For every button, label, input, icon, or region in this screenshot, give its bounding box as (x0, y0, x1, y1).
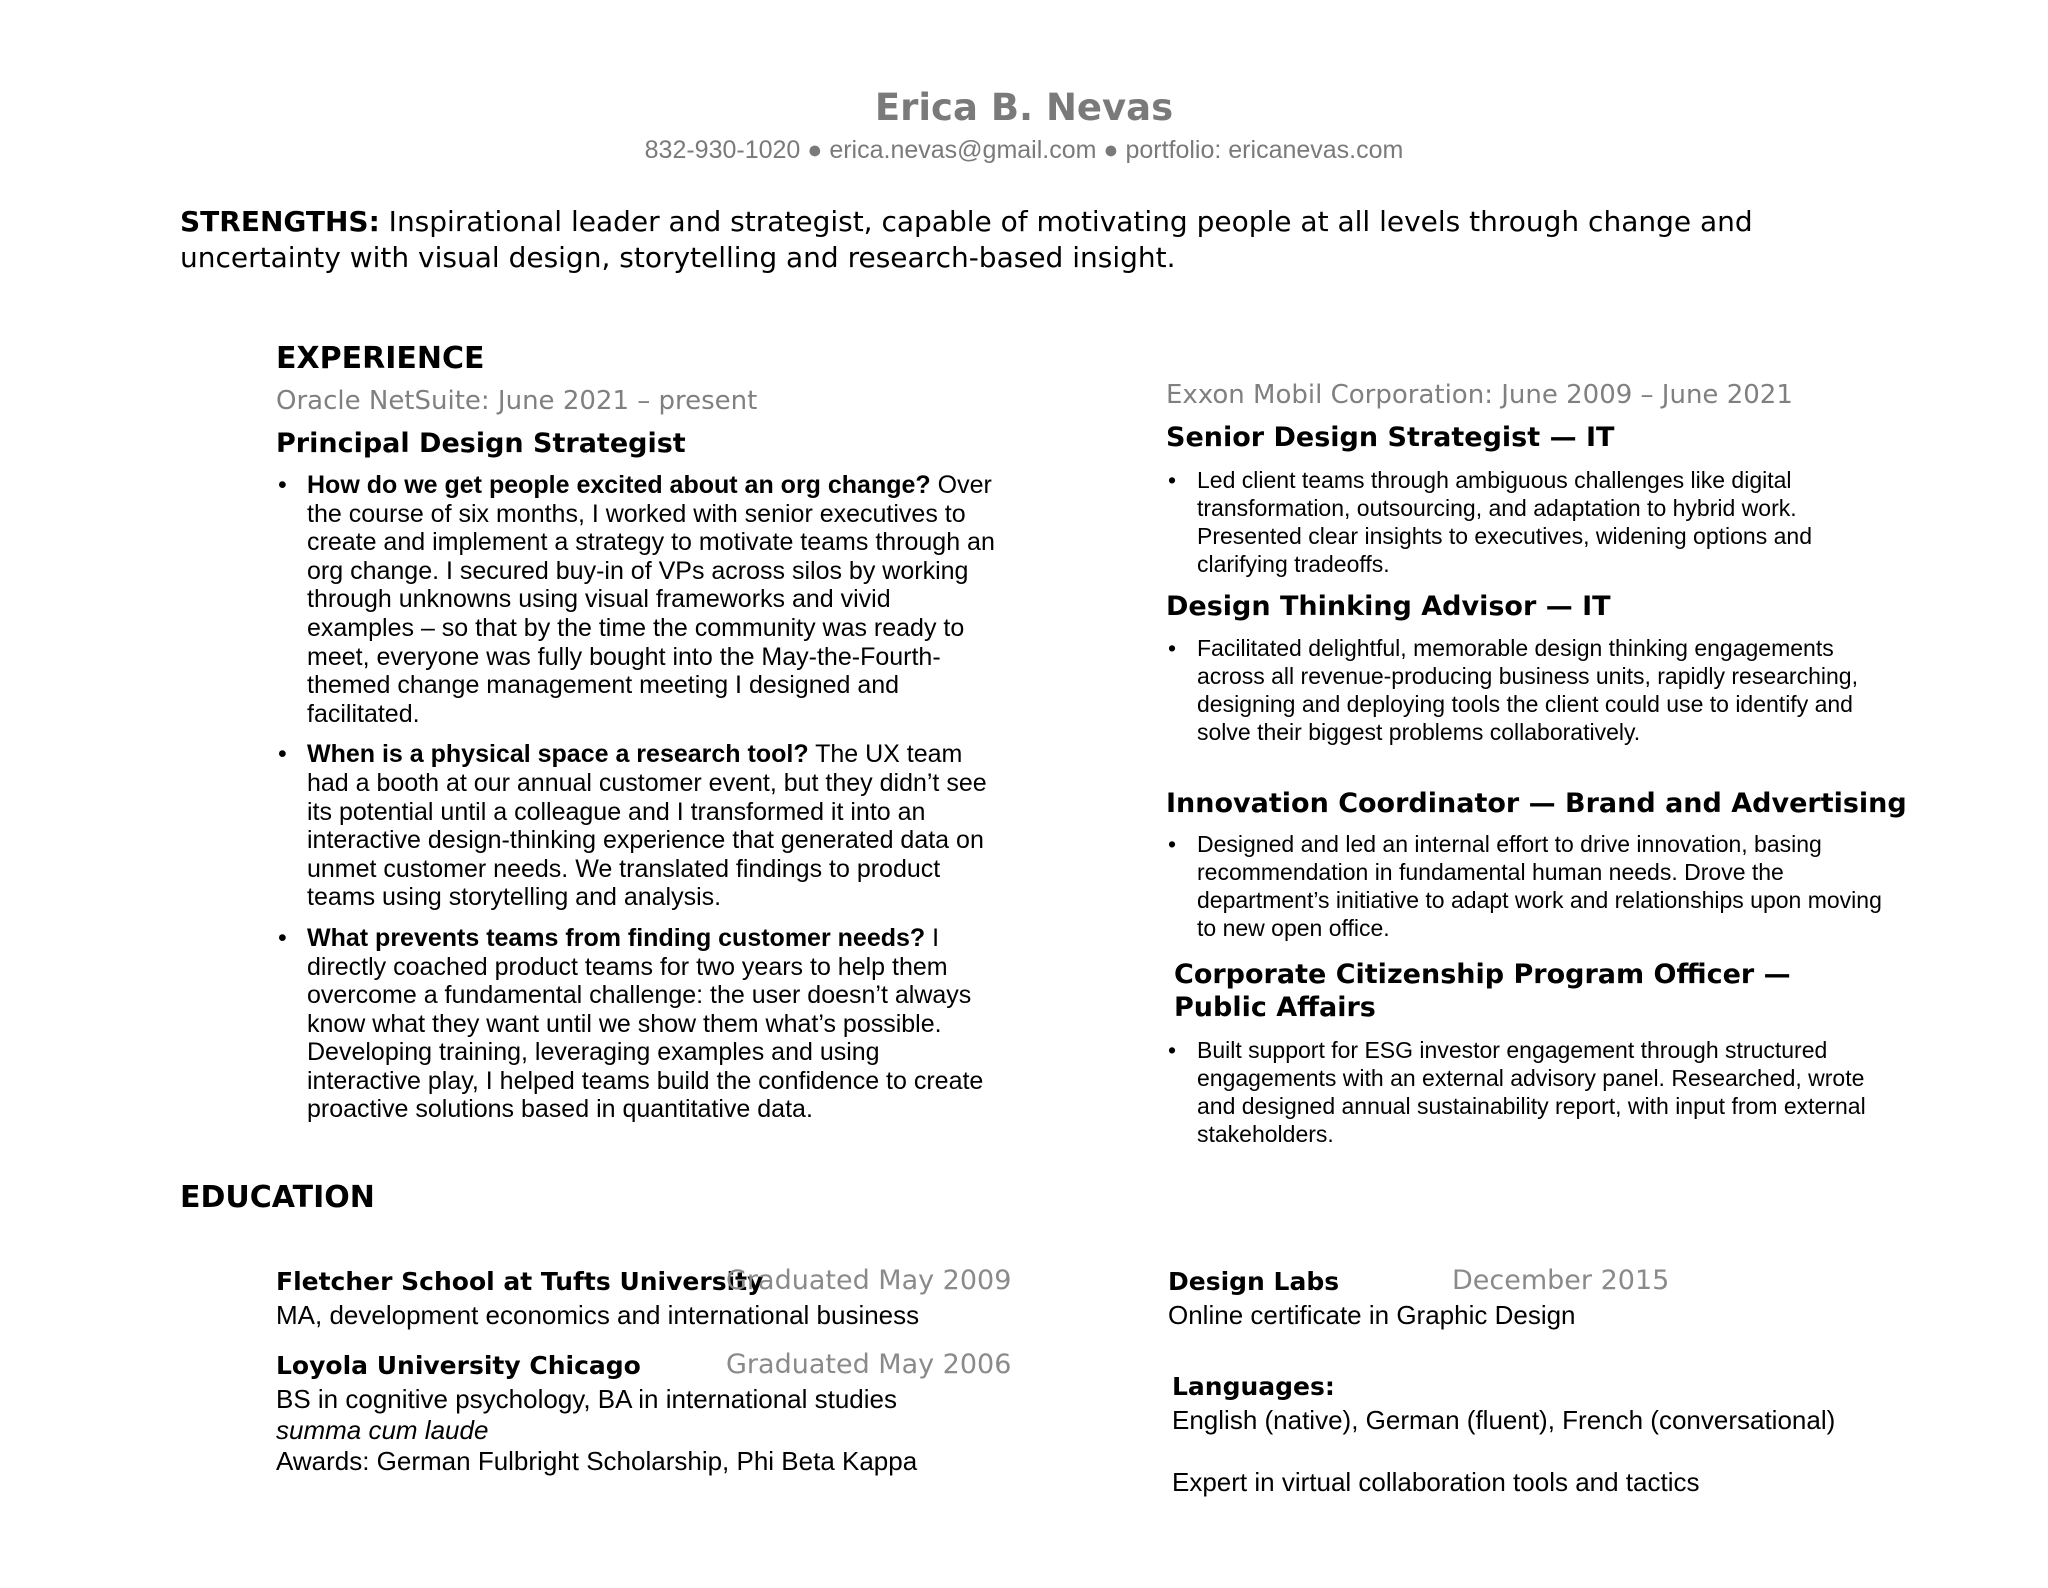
right-bullet-item: • Designed and led an internal effort to drive innovation, basing recommendation in fundamental human needs. Drove the department’s initiative to adapt work and relationships upon moving to new open office. (1166, 830, 1886, 942)
right-bullet-item: • Built support for ESG investor engagement through structured engagements with an external advisory panel. Researched, wrote and designed annual sustainability report, with input from external stakeholders. (1166, 1036, 1886, 1148)
languages-line: English (native), German (fluent), French (conversational) (1172, 1405, 1836, 1435)
certificate-line: Online certificate in Graphic Design (1168, 1300, 1576, 1330)
right-bullet-list (1166, 466, 1886, 578)
candidate-name: Erica B. Nevas (874, 86, 1174, 129)
honors-line: summa cum laude (276, 1415, 489, 1445)
bullet-text: Over the course of six months, I worked with senior executives to create and implement a strategy to motivate teams through an org change. I secured buy-in of VPs across silos by working through unknowns using visual frameworks and vivid examples – so that by the time the community was ready to meet, everyone was fully bought into the May-the-Fourth-themed change management meeting I designed and facilitated. (307, 471, 995, 728)
right-bullet-item: • Facilitated delightful, memorable design thinking engagements across all revenue-producing business units, rapidly researching, designing and deploying tools the client could use to identify and solve their biggest problems collaboratively. (1166, 634, 1886, 746)
bullet-question: What prevents teams from finding customer needs? (307, 923, 926, 952)
certificate-date: December 2015 (1452, 1265, 1670, 1296)
graduation-date: Graduated May 2006 (726, 1349, 1012, 1380)
right-role-title: Innovation Coordinator — Brand and Advertising (1166, 788, 1907, 819)
bullet-question: When is a physical space a research tool? (307, 740, 809, 769)
right-role-title: Senior Design Strategist — IT (1166, 422, 1615, 453)
experience-heading: EXPERIENCE (276, 341, 485, 376)
left-bullet-list (276, 471, 996, 1136)
left-role-title: Principal Design Strategist (276, 428, 686, 459)
education-heading: EDUCATION (180, 1180, 375, 1215)
expertise-line: Expert in virtual collaboration tools and tactics (1172, 1467, 1700, 1497)
contact-line: 832-930-1020 ● erica.nevas@gmail.com ● portfolio: ericanevas.com (644, 136, 1404, 164)
degree-line: BS in cognitive psychology, BA in international studies (276, 1384, 897, 1414)
bullet-text: I directly coached product teams for two years to help them overcome a fundamental challenge: the user doesn’t always know what they want until we show them what’s possible. Developing training, leveraging examples and using interactive play, I helped teams build the confidence to create proactive solutions based in quantitative data. (307, 923, 984, 1124)
school-name: Fletcher School at Tufts University (276, 1267, 764, 1296)
left-company: Oracle NetSuite: June 2021 – present (276, 386, 758, 416)
right-role-title: Design Thinking Advisor — IT (1166, 591, 1611, 622)
school-name: Design Labs (1168, 1267, 1340, 1296)
school-name: Loyola University Chicago (276, 1351, 641, 1380)
right-role-title: Corporate Citizenship Program Officer — Public Affairs (1174, 959, 1791, 1023)
right-bullet-list (1166, 830, 1886, 942)
right-bullet-list (1166, 634, 1886, 746)
degree-line: MA, development economics and international business (276, 1300, 920, 1330)
left-bullet-item (276, 924, 996, 1124)
right-bullet-item: • Led client teams through ambiguous challenges like digital transformation, outsourcing, and adaptation to hybrid work. Presented clear insights to executives, widening options and clarifying tradeoffs. (1166, 466, 1886, 578)
left-bullet-item (276, 471, 996, 728)
right-company: Exxon Mobil Corporation: June 2009 – June 2021 (1166, 380, 1793, 410)
graduation-date: Graduated May 2009 (726, 1265, 1012, 1296)
bullet-question: How do we get people excited about an org change? (307, 471, 931, 499)
strengths-label: STRENGTHS: (180, 205, 380, 238)
strengths-text: Inspirational leader and strategist, capable of motivating people at all levels through change and uncertainty with visual design, storytelling and research-based insight. (180, 205, 1753, 274)
left-bullet-item (276, 740, 996, 912)
bullet-text: The UX team had a booth at our annual customer event, but they didn’t see its potential until a colleague and I transformed it into an interactive design-thinking experience that generated data on unmet customer needs. We translated findings to product teams using storytelling and analysis. (307, 740, 987, 912)
languages-label: Languages: (1172, 1372, 1335, 1401)
right-bullet-list (1166, 1036, 1886, 1148)
strengths-statement (180, 204, 1780, 276)
awards-line: Awards: German Fulbright Scholarship, Phi Beta Kappa (276, 1446, 918, 1476)
